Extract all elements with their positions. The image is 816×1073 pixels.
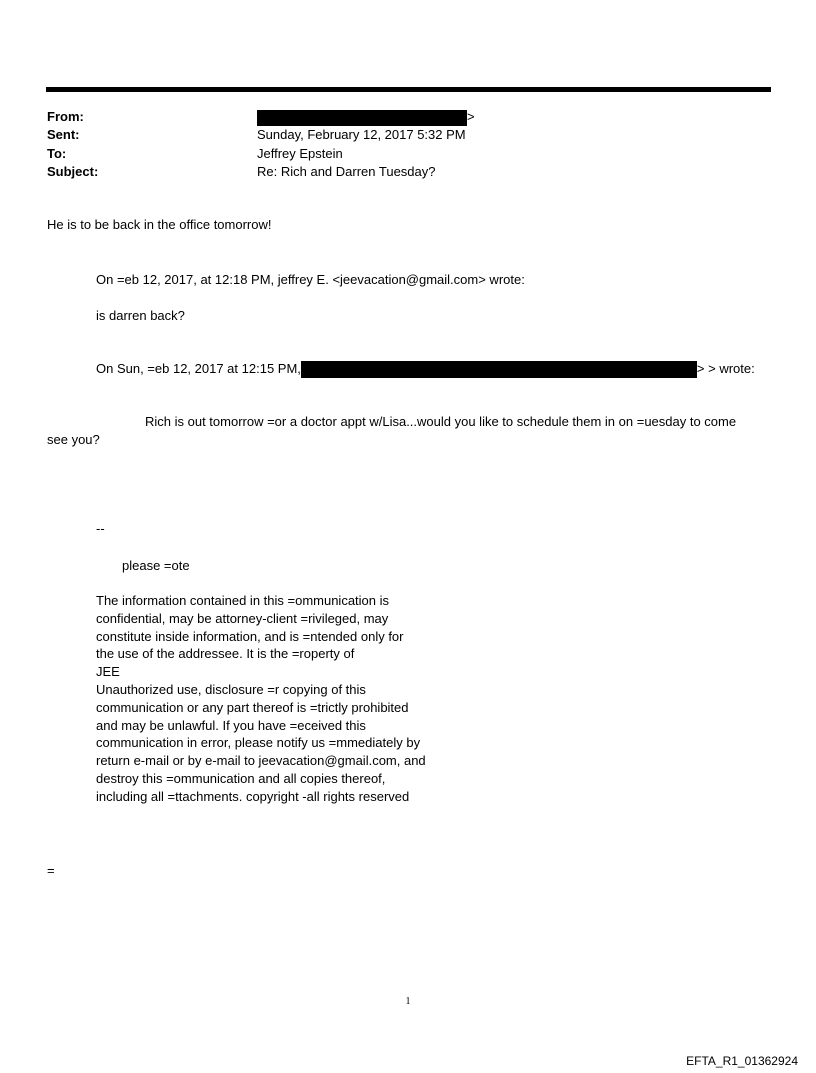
- trailing-equals: =: [47, 863, 55, 878]
- disclaimer-line: JEE: [96, 664, 120, 680]
- from-label: From:: [47, 109, 84, 124]
- disclaimer-line: and may be unlawful. If you have =eceived this: [96, 717, 366, 733]
- bates-number: EFTA_R1_01362924: [686, 1054, 798, 1068]
- quote2-text-b: see you?: [47, 432, 100, 447]
- redaction-box: [301, 361, 697, 378]
- sent-label: Sent:: [47, 127, 80, 142]
- disclaimer-line: The information contained in this =ommunication is: [96, 593, 390, 608]
- quote2-prefix: On Sun, =eb 12, 2017 at 12:15 PM,: [96, 361, 301, 376]
- header-rule: [46, 87, 771, 92]
- redaction-box: [257, 110, 467, 126]
- disclaimer-line: confidential, may be attorney-client =rivileged, may: [96, 610, 389, 626]
- reply-text: He is to be back in the office tomorrow!: [47, 217, 272, 232]
- signature-dashes: --: [96, 521, 105, 536]
- quote2-text-a: Rich is out tomorrow =or a doctor appt w/Lisa...would you like to schedule them in on =uesday to come: [145, 414, 737, 429]
- subject-label: Subject:: [47, 164, 99, 179]
- from-suffix: >: [467, 109, 475, 124]
- quote1-header: On =eb 12, 2017, at 12:18 PM, jeffrey E. <jeevacation@gmail.com> wrote:: [96, 272, 525, 287]
- subject-value: Re: Rich and Darren Tuesday?: [257, 164, 436, 179]
- disclaimer-line: Unauthorized use, disclosure =r copying of this: [96, 681, 366, 697]
- disclaimer-line: communication in error, please notify us =mmediately by: [96, 735, 421, 751]
- disclaimer-line: including all =ttachments. copyright -all rights reserved: [96, 788, 410, 804]
- disclaimer-line: destroy this =ommunication and all copies thereof,: [96, 770, 386, 786]
- disclaimer-line: communication or any part thereof is =trictly prohibited: [96, 699, 409, 715]
- disclaimer-line: constitute inside information, and is =ntended only for: [96, 628, 404, 644]
- confidentiality-disclaimer: [96, 592, 426, 806]
- quote2-suffix: > > wrote:: [696, 361, 755, 376]
- disclaimer-line: return e-mail or by e-mail to jeevacation@gmail.com, and: [96, 753, 426, 769]
- to-label: To:: [47, 146, 67, 161]
- sent-value: Sunday, February 12, 2017 5:32 PM: [257, 127, 466, 142]
- quote1-text: is darren back?: [96, 308, 185, 323]
- to-value: Jeffrey Epstein: [257, 146, 343, 161]
- signature-note: please =ote: [122, 558, 190, 573]
- page-number: 1: [405, 996, 411, 1007]
- disclaimer-line: the use of the addressee. It is the =roperty of: [96, 646, 355, 662]
- from-value: [257, 108, 475, 126]
- quote2-header: [96, 360, 755, 378]
